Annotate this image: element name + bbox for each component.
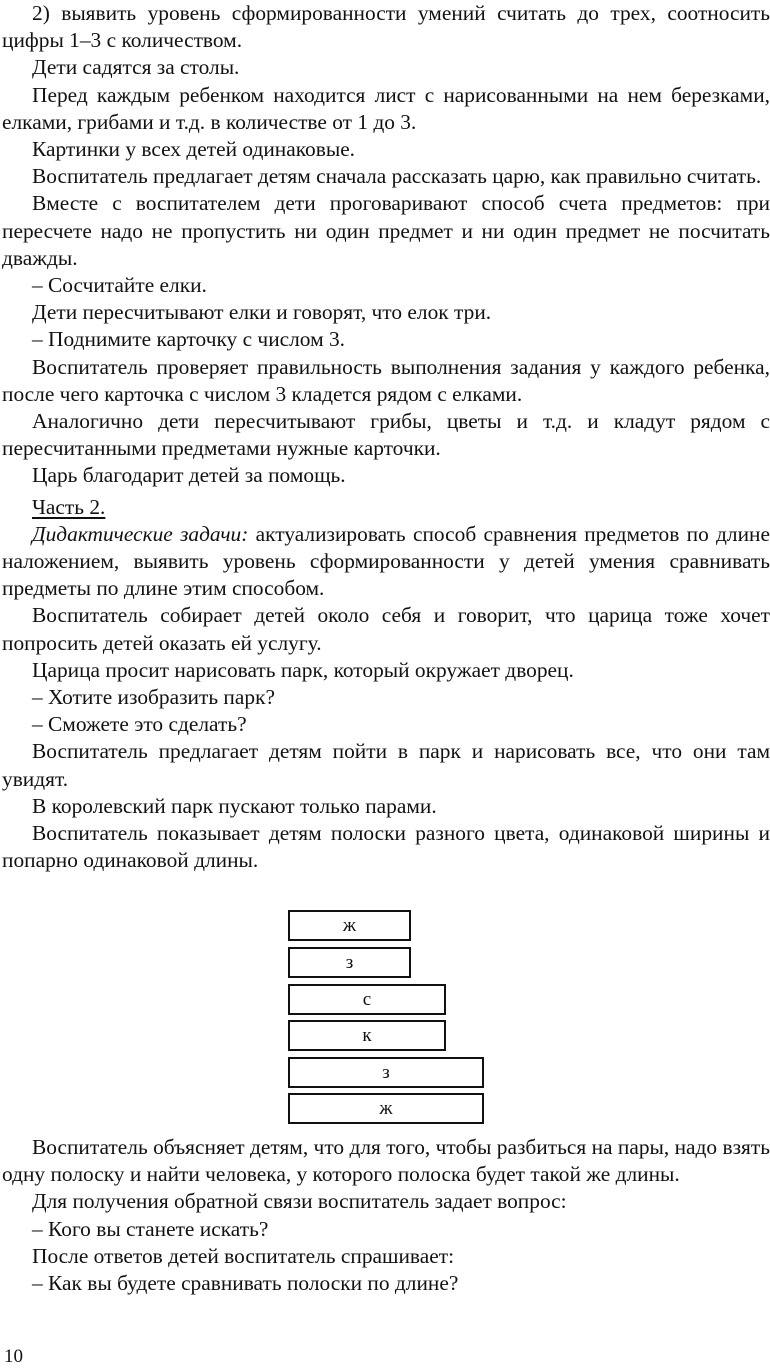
strip-2: з xyxy=(288,947,411,978)
part-heading-text: Часть 2. xyxy=(32,494,106,519)
paragraph: – Сосчитайте елки. xyxy=(32,273,207,298)
paragraph: Воспитатель проверяет правильность выполнения задания у каждого ребенка, после чего карточка с числом 3 кладется рядом с елками. xyxy=(2,354,770,406)
part-heading xyxy=(2,494,770,521)
paragraph: Дети пересчитывают елки и говорят, что елок три. xyxy=(32,300,492,325)
paragraph: Картинки у всех детей одинаковые. xyxy=(32,137,356,162)
text-block-top xyxy=(2,0,770,875)
paragraph: – Кого вы станете искать? xyxy=(32,1216,269,1241)
paragraph: – Поднимите карточку с числом 3. xyxy=(32,327,346,352)
strip-3: с xyxy=(288,984,446,1015)
didactic-text: актуализировать способ сравнения предметов по длине наложением, выявить уровень сформированности у детей умения сравнивать предметы по длине этим способом. xyxy=(2,521,770,601)
paragraph: В королевский парк пускают только парами. xyxy=(32,793,437,818)
paragraph: Для получения обратной связи воспитатель задает вопрос: xyxy=(32,1189,567,1214)
text-block-bottom xyxy=(2,1134,770,1297)
paragraph: 2) выявить уровень сформированности умений считать до трех, соотносить цифры 1–3 с количеством. xyxy=(2,1,770,53)
paragraph: Дети садятся за столы. xyxy=(32,55,240,80)
paragraph: Воспитатель объясняет детям, что для того, чтобы разбиться на пары, надо взять одну полоску и найти человека, у которого полоска будет такой же длины. xyxy=(2,1135,770,1187)
strips-figure xyxy=(0,910,770,1125)
paragraph: – Как вы будете сравнивать полоски по длине? xyxy=(32,1271,459,1296)
paragraph: Вместе с воспитателем дети проговаривают способ счета предметов: при пересчете надо не пропустить ни один предмет и ни один предмет не посчитать дважды. xyxy=(2,191,770,270)
paragraph: Воспитатель предлагает детям сначала рассказать царю, как правильно считать. xyxy=(32,164,762,189)
paragraph: Перед каждым ребенком находится лист с нарисованными на нем березками, елками, грибами и т.д. в количестве от 1 до 3. xyxy=(2,82,770,134)
paragraph: Воспитатель собирает детей около себя и говорит, что царица тоже хочет попросить детей оказать ей услугу. xyxy=(2,603,770,655)
paragraph: Воспитатель показывает детям полоски разного цвета, одинаковой ширины и попарно одинаковой длины. xyxy=(2,821,770,873)
strip-6: ж xyxy=(288,1093,484,1124)
paragraph: После ответов детей воспитатель спрашивает: xyxy=(32,1243,455,1268)
strip-5: з xyxy=(288,1057,484,1088)
page-number: 10 xyxy=(4,1346,23,1367)
didactic-label: Дидактические задачи: xyxy=(32,521,249,546)
paragraph: Царица просит нарисовать парк, который окружает дворец. xyxy=(32,657,574,682)
paragraph: Аналогично дети пересчитывают грибы, цветы и т.д. и кладут рядом с пересчитанными предметами нужные карточки. xyxy=(2,409,770,461)
paragraph: – Сможете это сделать? xyxy=(32,712,247,737)
strip-4: к xyxy=(288,1020,446,1051)
didactic-paragraph xyxy=(2,521,770,603)
strip-1: ж xyxy=(288,910,411,941)
paragraph: Воспитатель предлагает детям пойти в парк и нарисовать все, что они там увидят. xyxy=(2,739,770,791)
paragraph: – Хотите изобразить парк? xyxy=(32,685,275,710)
paragraph: Царь благодарит детей за помощь. xyxy=(32,463,346,488)
